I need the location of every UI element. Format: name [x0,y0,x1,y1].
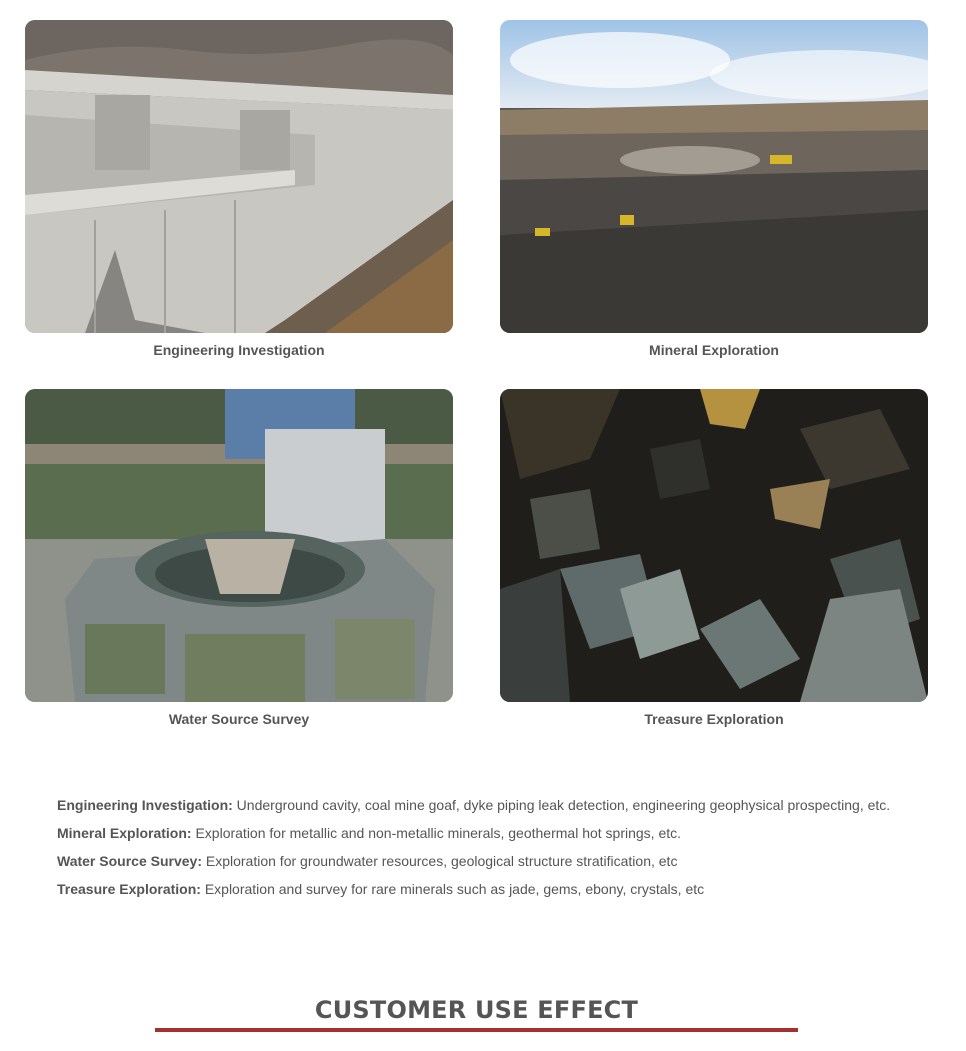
description-text: Exploration and survey for rare minerals such as jade, gems, ebony, crystals, etc [200,881,705,897]
description-mineral-exploration [57,824,937,852]
card-water-source-survey [25,389,453,727]
stone-well-photo [25,389,453,702]
section-divider [155,1028,798,1032]
mineral-crystals-photo [500,389,928,702]
description-engineering-investigation [57,796,937,824]
open-pit-mine-photo [500,20,928,333]
description-term: Mineral Exploration: [57,825,192,841]
caption-mineral-exploration: Mineral Exploration [649,342,779,358]
description-text: Underground cavity, coal mine goaf, dyke piping leak detection, engineering geophysical prospecting, etc. [232,797,891,813]
card-mineral-exploration [500,20,928,358]
caption-treasure-exploration: Treasure Exploration [644,711,784,727]
description-text: Exploration for groundwater resources, geological structure stratification, etc [201,853,678,869]
description-water-source-survey [57,852,937,880]
section-title: CUSTOMER USE EFFECT [314,996,639,1024]
description-text: Exploration for metallic and non-metallic minerals, geothermal hot springs, etc. [191,825,682,841]
description-term: Engineering Investigation: [57,797,233,813]
description-treasure-exploration [57,880,937,908]
concrete-dam-photo [25,20,453,333]
caption-engineering-investigation: Engineering Investigation [153,342,325,358]
description-term: Water Source Survey: [57,853,202,869]
caption-water-source-survey: Water Source Survey [168,711,310,727]
application-descriptions [57,796,937,908]
card-treasure-exploration [500,389,928,727]
card-engineering-investigation [25,20,453,358]
description-term: Treasure Exploration: [57,881,201,897]
